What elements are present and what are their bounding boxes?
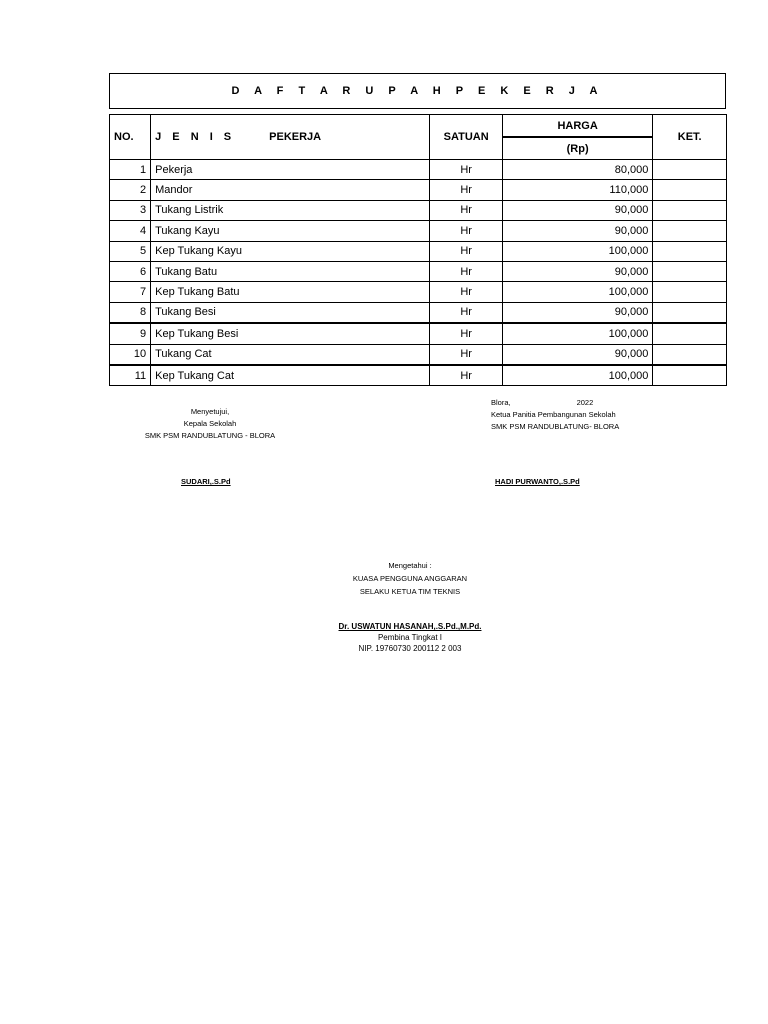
row-unit: Hr xyxy=(430,200,503,220)
row-ket xyxy=(653,221,727,241)
signature-block-left xyxy=(120,406,300,442)
row-number: 11 xyxy=(110,365,151,386)
place-text: Blora, xyxy=(491,398,511,407)
row-job: Kep Tukang Besi xyxy=(151,323,430,344)
row-price: 80,000 xyxy=(502,160,652,180)
row-price: 90,000 xyxy=(502,344,652,365)
header-no: NO. xyxy=(110,115,151,160)
row-job: Tukang Listrik xyxy=(151,200,430,220)
wage-table-body xyxy=(110,160,727,386)
row-job: Pekerja xyxy=(151,160,430,180)
row-number: 10 xyxy=(110,344,151,365)
date-line xyxy=(491,397,619,409)
table-row xyxy=(110,282,727,302)
row-price: 100,000 xyxy=(502,282,652,302)
table-row xyxy=(110,241,727,261)
row-job: Tukang Besi xyxy=(151,302,430,323)
row-number: 8 xyxy=(110,302,151,323)
header-harga: HARGA xyxy=(502,115,652,138)
row-ket xyxy=(653,200,727,220)
row-job: Kep Tukang Batu xyxy=(151,282,430,302)
table-row xyxy=(110,160,727,180)
table-row xyxy=(110,344,727,365)
official-nip: NIP. 19760730 200112 2 003 xyxy=(358,644,462,653)
row-unit: Hr xyxy=(430,221,503,241)
row-ket xyxy=(653,365,727,386)
year-text: 2022 xyxy=(576,398,594,407)
official-block xyxy=(290,621,530,654)
committee-title: Ketua Panitia Pembangunan Sekolah xyxy=(491,410,616,419)
row-job: Tukang Kayu xyxy=(151,221,430,241)
row-job: Mandor xyxy=(151,180,430,200)
table-row xyxy=(110,302,727,323)
row-unit: Hr xyxy=(430,365,503,386)
row-job: Kep Tukang Cat xyxy=(151,365,430,386)
row-price: 100,000 xyxy=(502,365,652,386)
row-number: 9 xyxy=(110,323,151,344)
header-ket: KET. xyxy=(653,115,727,160)
row-price: 90,000 xyxy=(502,302,652,323)
row-unit: Hr xyxy=(430,302,503,323)
row-unit: Hr xyxy=(430,282,503,302)
header-jenis-pekerja xyxy=(151,115,430,160)
row-price: 100,000 xyxy=(502,241,652,261)
row-unit: Hr xyxy=(430,344,503,365)
table-row xyxy=(110,261,727,281)
table-row xyxy=(110,221,727,241)
row-number: 3 xyxy=(110,200,151,220)
row-price: 90,000 xyxy=(502,221,652,241)
row-ket xyxy=(653,160,727,180)
row-ket xyxy=(653,180,727,200)
principal-title: Kepala Sekolah xyxy=(183,419,237,428)
committee-chair-name: HADI PURWANTO,.S.Pd xyxy=(495,477,580,486)
approval-label: Menyetujui, xyxy=(190,407,230,416)
row-number: 7 xyxy=(110,282,151,302)
row-number: 6 xyxy=(110,261,151,281)
school-name-left: SMK PSM RANDUBLATUNG - BLORA xyxy=(144,431,276,440)
row-unit: Hr xyxy=(430,261,503,281)
budget-user-title: KUASA PENGGUNA ANGGARAN xyxy=(352,574,468,583)
row-price: 110,000 xyxy=(502,180,652,200)
table-row xyxy=(110,200,727,220)
row-unit: Hr xyxy=(430,323,503,344)
row-ket xyxy=(653,323,727,344)
table-row xyxy=(110,323,727,344)
header-pekerja: PEKERJA xyxy=(269,131,322,143)
row-job: Tukang Batu xyxy=(151,261,430,281)
row-ket xyxy=(653,241,727,261)
row-price: 90,000 xyxy=(502,200,652,220)
signature-block-right xyxy=(491,397,619,433)
official-rank: Pembina Tingkat I xyxy=(377,633,443,642)
row-number: 5 xyxy=(110,241,151,261)
row-number: 4 xyxy=(110,221,151,241)
signature-block-center xyxy=(300,559,520,598)
row-number: 1 xyxy=(110,160,151,180)
official-name: Dr. USWATUN HASANAH,.S.Pd.,M.Pd. xyxy=(338,622,482,631)
document-title-text: D A F T A R U P A H P E K E R J A xyxy=(231,85,604,97)
table-header-row xyxy=(110,115,727,138)
row-job: Tukang Cat xyxy=(151,344,430,365)
row-ket xyxy=(653,261,727,281)
row-unit: Hr xyxy=(430,180,503,200)
wage-table xyxy=(109,114,727,386)
row-job: Kep Tukang Kayu xyxy=(151,241,430,261)
header-jenis: J E N I S xyxy=(155,131,236,143)
school-name-right: SMK PSM RANDUBLATUNG- BLORA xyxy=(491,422,620,431)
document-title xyxy=(109,73,726,109)
row-price: 90,000 xyxy=(502,261,652,281)
row-unit: Hr xyxy=(430,160,503,180)
acknowledged-label: Mengetahui : xyxy=(388,561,432,570)
table-row xyxy=(110,365,727,386)
row-number: 2 xyxy=(110,180,151,200)
principal-name: SUDARI,.S.Pd xyxy=(181,477,231,486)
header-satuan: SATUAN xyxy=(430,115,503,160)
row-unit: Hr xyxy=(430,241,503,261)
technical-team-title: SELAKU KETUA TIM TEKNIS xyxy=(359,587,461,596)
row-ket xyxy=(653,344,727,365)
row-ket xyxy=(653,282,727,302)
row-ket xyxy=(653,302,727,323)
row-price: 100,000 xyxy=(502,323,652,344)
header-harga-unit: (Rp) xyxy=(502,137,652,160)
table-row xyxy=(110,180,727,200)
